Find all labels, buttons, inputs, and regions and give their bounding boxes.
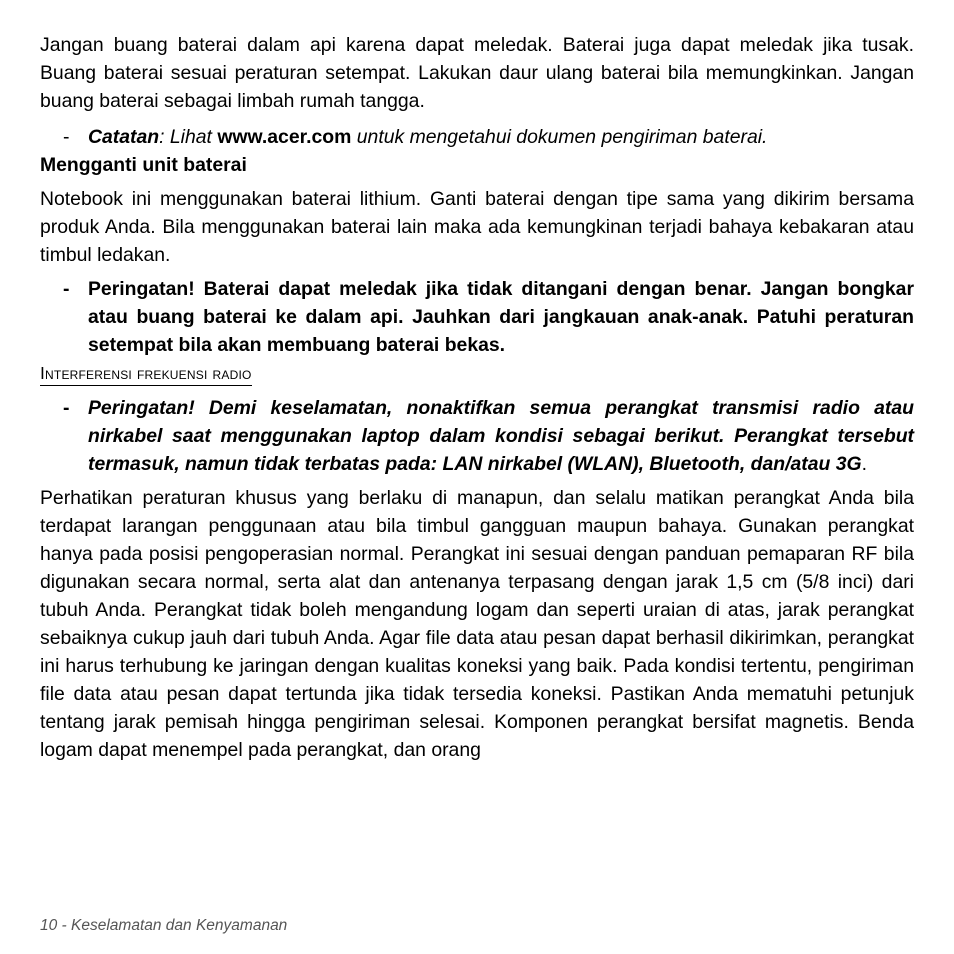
intro-paragraph: Jangan buang baterai dalam api karena dapat meledak. Baterai juga dapat meledak jika tusak. Buang baterai sesuai peraturan setempat. Lakukan daur ulang baterai bila memungkinkan. Jangan buang baterai sebagai limbah rumah tangga. bbox=[40, 34, 914, 112]
radio-heading-text: Interferensi frekuensi radio bbox=[40, 361, 252, 386]
catatan-note bbox=[40, 123, 914, 151]
battery-warning-dash: - bbox=[63, 278, 70, 300]
radio-warning-dash: - bbox=[63, 397, 70, 419]
battery-warning-text: Peringatan! Baterai dapat meledak jika tidak ditangani dengan benar. Jangan bongkar atau buang baterai ke dalam api. Jauhkan dari jangkauan anak-anak. Patuhi peraturan setempat bila akan membuang baterai bekas. bbox=[88, 278, 914, 356]
radio-paragraph: Perhatikan peraturan khusus yang berlaku di manapun, dan selalu matikan perangkat Anda bila terdapat larangan penggunaan atau bila timbul gangguan maupun bahaya. Gunakan perangkat hanya pada posisi pengoperasian normal. Perangkat ini sesuai dengan panduan pemaparan RF bila digunakan secara normal, serta alat dan antenanya terpasang dengan jarak 1,5 cm (5/8 inci) dari tubuh Anda. Perangkat tidak boleh mengandung logam dan seperti uraian di atas, jarak perangkat sebaiknya cukup jauh dari tubuh Anda. Agar file data atau pesan dapat berhasil dikirimkan, perangkat ini harus terhubung ke jaringan dengan kualitas koneksi yang baik. Pada kondisi tertentu, pengiriman file data atau pesan dapat tertunda jika tidak tersedia koneksi. Pastikan Anda mematuhi petunjuk tentang jarak pemisah hingga pengiriman selesai. Komponen perangkat bersifat magnetis. Benda logam dapat menempel pada perangkat, dan orang bbox=[40, 487, 914, 761]
note-label: Catatan bbox=[88, 126, 160, 148]
battery-section-heading: Mengganti unit baterai bbox=[40, 154, 247, 176]
acer-link[interactable]: www.acer.com bbox=[217, 126, 352, 148]
battery-paragraph: Notebook ini menggunakan baterai lithium. Ganti baterai dengan tipe sama yang dikirim bersama produk Anda. Bila menggunakan baterai lain maka ada kemungkinan terjadi bahaya kebakaran atau timbul ledakan. bbox=[40, 188, 914, 266]
radio-warning bbox=[40, 394, 914, 478]
radio-warning-text: Peringatan! Demi keselamatan, nonaktifkan semua perangkat transmisi radio atau nirkabel saat menggunakan laptop dalam kondisi sebagai berikut. Perangkat tersebut termasuk, namun tidak terbatas pada: LAN nirkabel (WLAN), Bluetooth, dan/atau 3G bbox=[88, 397, 914, 475]
radio-section-heading bbox=[40, 359, 914, 387]
note-dash: - bbox=[63, 126, 70, 148]
note-pre-link: : Lihat bbox=[159, 126, 218, 148]
document-page bbox=[40, 31, 914, 764]
note-post-link: untuk mengetahui dokumen pengiriman baterai. bbox=[351, 126, 768, 148]
radio-warning-end: . bbox=[861, 453, 867, 475]
page-footer: 10 - Keselamatan dan Kenyamanan bbox=[40, 917, 288, 934]
battery-warning bbox=[40, 275, 914, 359]
